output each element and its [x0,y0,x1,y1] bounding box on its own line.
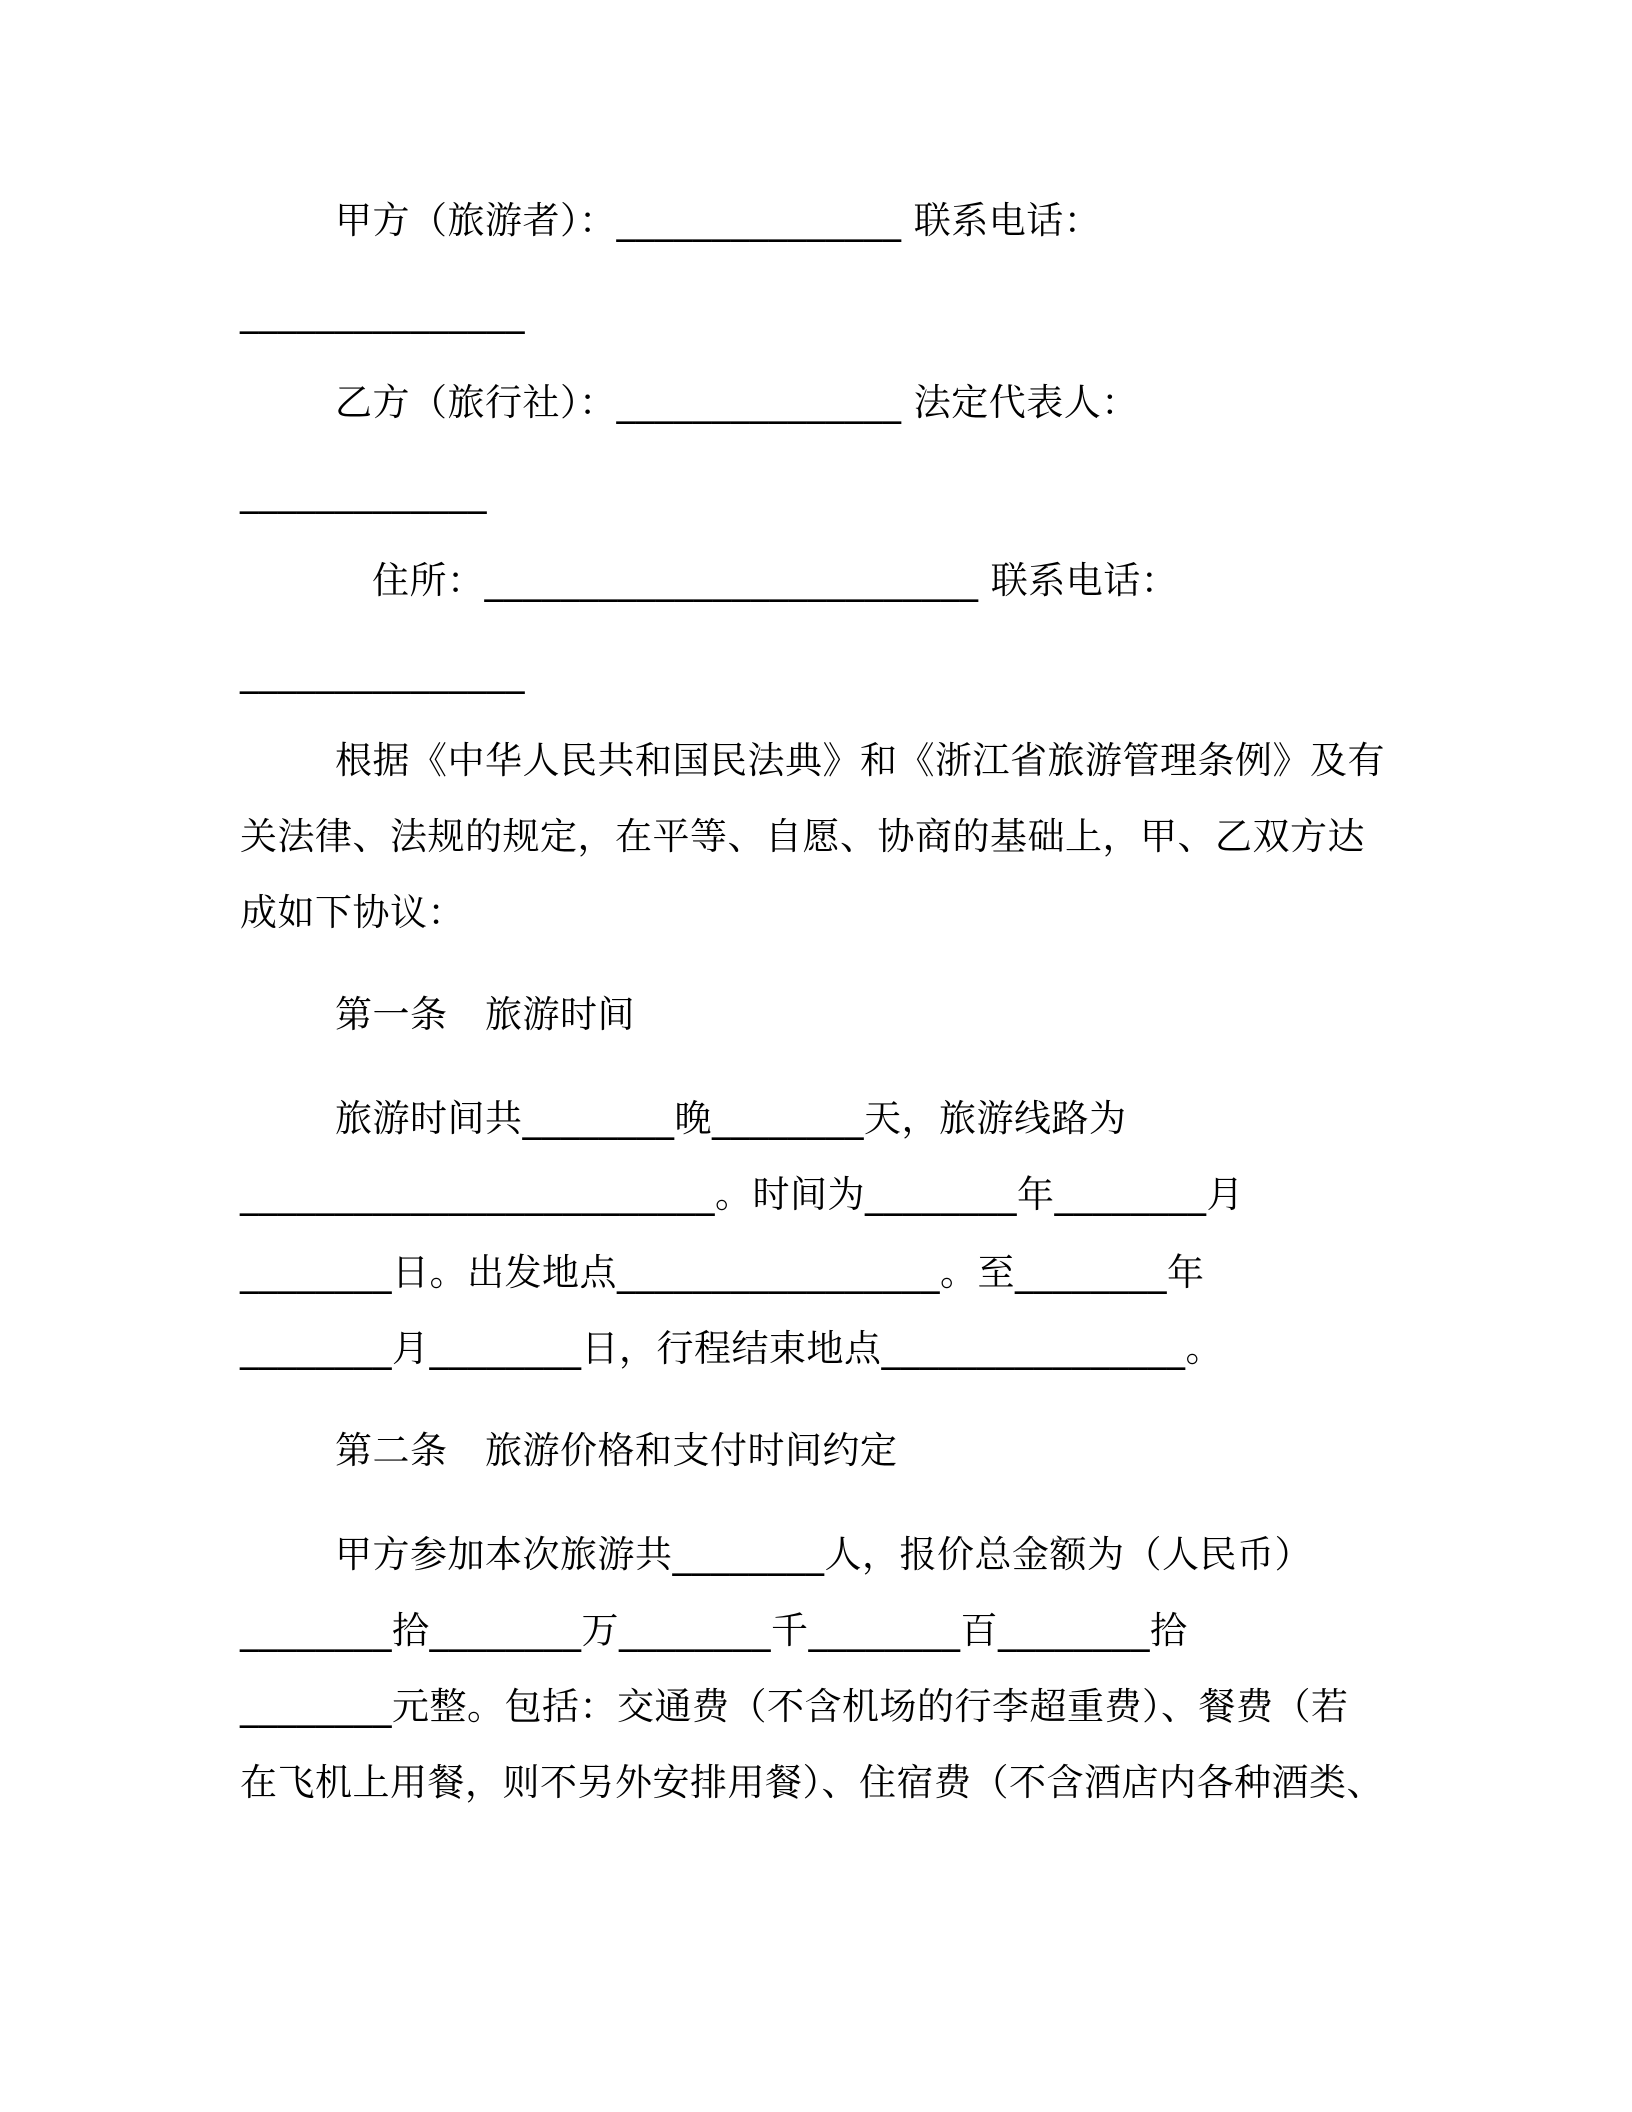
article-2-line-1: 甲方参加本次旅游共________人，报价总金额为（人民币） [335,1533,1312,1576]
address-line: 住所：__________________________ 联系电话： [372,559,1179,602]
article-1-line-3: ________日。出发地点_________________。至________年 [240,1251,1205,1294]
preamble-line-3: 成如下协议： [240,891,465,934]
article-2-line-4: 在飞机上用餐，则不另外安排用餐）、住宿费（不含酒店内各种酒类、 [240,1761,1384,1804]
party-a-line: 甲方（旅游者）：_______________ 联系电话： [335,199,1102,242]
preamble-line-2: 关法律、法规的规定，在平等、自愿、协商的基础上，甲、乙双方达 [240,815,1365,858]
party-b-rep-blank: _____________ [240,471,487,514]
article-1-title: 第一条 旅游时间 [335,993,635,1036]
party-a-phone-blank: _______________ [240,291,525,334]
article-1-line-1: 旅游时间共________晚________天，旅游线路为 [335,1097,1127,1140]
article-2-line-3: ________元整。包括：交通费（不含机场的行李超重费）、餐费（若 [240,1685,1349,1728]
address-phone-blank: _______________ [240,651,525,694]
party-b-line: 乙方（旅行社）：_______________ 法定代表人： [335,381,1139,424]
preamble-line-1: 根据《中华人民共和国民法典》和《浙江省旅游管理条例》及有 [335,739,1385,782]
article-2-line-2: ________拾________万________千________百________拾 [240,1609,1188,1652]
article-2-title: 第二条 旅游价格和支付时间约定 [335,1429,898,1472]
article-1-line-2: _________________________。时间为________年________月 [240,1173,1244,1216]
article-1-line-4: ________月________日，行程结束地点________________。 [240,1327,1223,1370]
